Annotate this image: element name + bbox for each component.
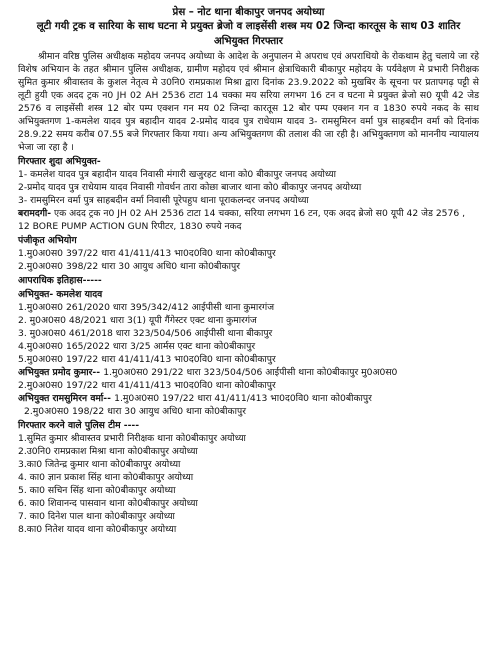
accused2-case-2: 2.मु0अ0स0 197/22 धारा 41/411/413 भा0द0वि0 थाना को0बीकापुर: [18, 380, 276, 391]
accused1-case-5: 5.मु0अ0स0 197/22 धारा 41/411/413 भा0द0वि0 थाना को0बीकापुर: [18, 354, 276, 365]
accused3-label: अभियुक्त रामसुमिरन वर्मा--: [18, 393, 115, 404]
team-member-7: 7. का0 दिनेश पाल थाना को0बीकापुर अयोध्या: [18, 511, 175, 522]
recovery-text: एक अदद ट्रक न0 JH 02 AH 2536 टाटा 14 चक्का, सरिया लगभग 16 टन, एक अदद ब्रेजो स0 यूपी 42 जेड 2576 , 12 BORE PUMP ACTION GUN रिपीटर, 1830 रुपये नकद: [18, 208, 466, 232]
accused1-case-3: 3. मु0अ0स0 461/2018 धारा 323/504/506 आईपीसी थाना बीकापुर: [18, 328, 273, 339]
press-note-title: प्रेस – नोट थाना बीकापुर जनपद अयोध्या: [172, 7, 325, 18]
accused3-case-1: 1.मु0अ0स0 197/22 धारा 41/411/413 भा0द0वि0 थाना को0बीकापुर: [114, 393, 372, 404]
accused2-line: [18, 366, 479, 379]
accused3-line: [18, 392, 479, 405]
accused1-case-2: 2. मु0अ0स0 48/2021 धारा 3(1) यूपी गैंगेस्टर एक्ट थाना कुमारगंज: [18, 315, 257, 326]
body-paragraph: श्रीमान वरिष्ठ पुलिस अधीक्षक महोदय जनपद अयोध्या के आदेश के अनुपालन मे अपराध एवं अपराधियो के रोकथाम हेतु चलाये जा रहे विशेष अभियान के तहत श्रीमान पुलिस अधीक्षक, ग्रामीण महोदय एवं श्रीमान क्षेत्राधिकारी बीकापुर महोदय के पर्यवेक्षण मे प्रभारी निरीक्षक सुमित कुमार श्रीवास्तव के कुशल नेतृत्व मे उ0नि0 रामप्रकाश मिश्रा द्वारा दिनांक 23.9.2022 को मुखबिर के सूचना पर प्रतापगढ़ पट्टी से लूटी हुयी एक अदद ट्रक न0 JH 02 AH 2536 टाटा 14 चक्का मय सरिया लगभग 16 टन व घटना मे प्रयुक्त ब्रेजो स0 यूपी 42 जेड 2576 व लाइसेंसी शस्त्र 12 बोर पम्प एक्शन गन मय 02 जिन्दा कारतूस 12 बोर पम्प एक्शन गन व 1830 रुपये नकद के साथ अभियुक्तगण 1-कमलेश यादव पुत्र बहादीन यादव 2-प्रमोद यादव पुत्र राधेयाम यादव 3- रामसुमिरन वर्मा पुत्र साहबदीन वर्मा को दिनांक 28.9.22 समय करीब 07.55 बजे गिरफ्तार किया गया। अन्य अभियुक्तगण की तलाश की जा रही है। अभियुक्तगण को माननीय न्यायालय भेजा जा रहा है ।: [18, 51, 479, 153]
arrested-item-3: 3- रामसुमिरन वर्मा पुत्र साहबदीन वर्मा निवासी पूरेपहुप थाना पूराकलन्दर जनपद अयोध्या: [18, 195, 309, 206]
registered-case-2: 2.मु0अ0स0 398/22 धारा 30 आयुध अधि0 थाना को0बीकापुर: [18, 261, 240, 272]
team-member-1: 1.सुमित कुमार श्रीवास्तव प्रभारी निरीक्षक थाना को0बीकापुर अयोध्या: [18, 433, 246, 444]
criminal-history-heading: आपराधिक इतिहास-----: [18, 275, 102, 286]
press-note-headline: लूटी गयी ट्रक व सारिया के साथ घटना मे प्रयुक्त ब्रेजो व लाइसेंसी शस्त्र मय 02 जिन्दा कारतूस के साथ 03 शातिर अभियुक्त गिरफ्तार: [36, 21, 461, 47]
team-member-4: 4. का0 ज्ञान प्रकाश सिंह थाना को0बीकापुर अयोध्या: [18, 472, 194, 483]
registered-heading: पंजीकृत अभियोग: [18, 235, 77, 246]
team-member-8: 8.का0 नितेश यादव थाना को0बीकापुर अयोध्या: [18, 524, 177, 535]
recovery-block: [18, 207, 479, 233]
team-member-6: 6. का0 शिवानन्द पासवान थाना को0बीकापुर अयोध्या: [18, 498, 198, 509]
accused3-case-2: 2.मु0अ0स0 198/22 धारा 30 आयुध अधि0 थाना को0बीकापुर: [24, 406, 246, 417]
arrested-heading: गिरफ्तार शुदा अभियुक्त-: [18, 156, 101, 167]
team-member-3: 3.का0 जितेन्द्र कुमार थाना को0बीकापुर अयोध्या: [18, 459, 181, 470]
accused2-label: अभियुक्त प्रमोद कुमार--: [18, 367, 104, 378]
arrested-item-2: 2-प्रमोद यादव पुत्र राधेयाम यादव निवासी गोवर्धन तारा कोछा बाजार थाना को0 बीकापुर जनपद अयोध्या: [18, 182, 362, 193]
team-member-5: 5. का0 सचिन सिंह थाना को0बीकापुर अयोध्या: [18, 485, 176, 496]
accused1-case-4: 4.मु0अ0स0 165/2022 धारा 3/25 आर्मस एक्ट थाना को0बीकापुर: [18, 341, 256, 352]
registered-case-1: 1.मु0अ0स0 397/22 धारा 41/411/413 भा0द0वि0 थाना को0बीकापुर: [18, 248, 276, 259]
arrested-item-1: 1- कमलेश यादव पुत्र बहादीन यादव निवासी मंगारी खजुरहट थाना को0 बीकापुर जनपद अयोध्या: [18, 169, 336, 180]
accused1-case-1: 1.मु0अ0स0 261/2020 धारा 395/342/412 आईपीसी थाना कुमारगंज: [18, 302, 275, 313]
accused1-label: अभियुक्त- कमलेश यादव: [18, 289, 103, 300]
team-heading: गिरफ्तार करने वाले पुलिस टीम ----: [18, 420, 140, 431]
team-member-2: 2.उ0नि0 रामप्रकाश मिश्रा थाना को0बीकापुर अयोध्या: [18, 446, 198, 457]
accused2-case-1: 1.मु0अ0स0 291/22 धारा 323/504/506 आईपीसी थाना को0बीकापुर मु0अ0स0: [103, 367, 398, 378]
recovery-label: बरामदगी-: [18, 208, 52, 219]
